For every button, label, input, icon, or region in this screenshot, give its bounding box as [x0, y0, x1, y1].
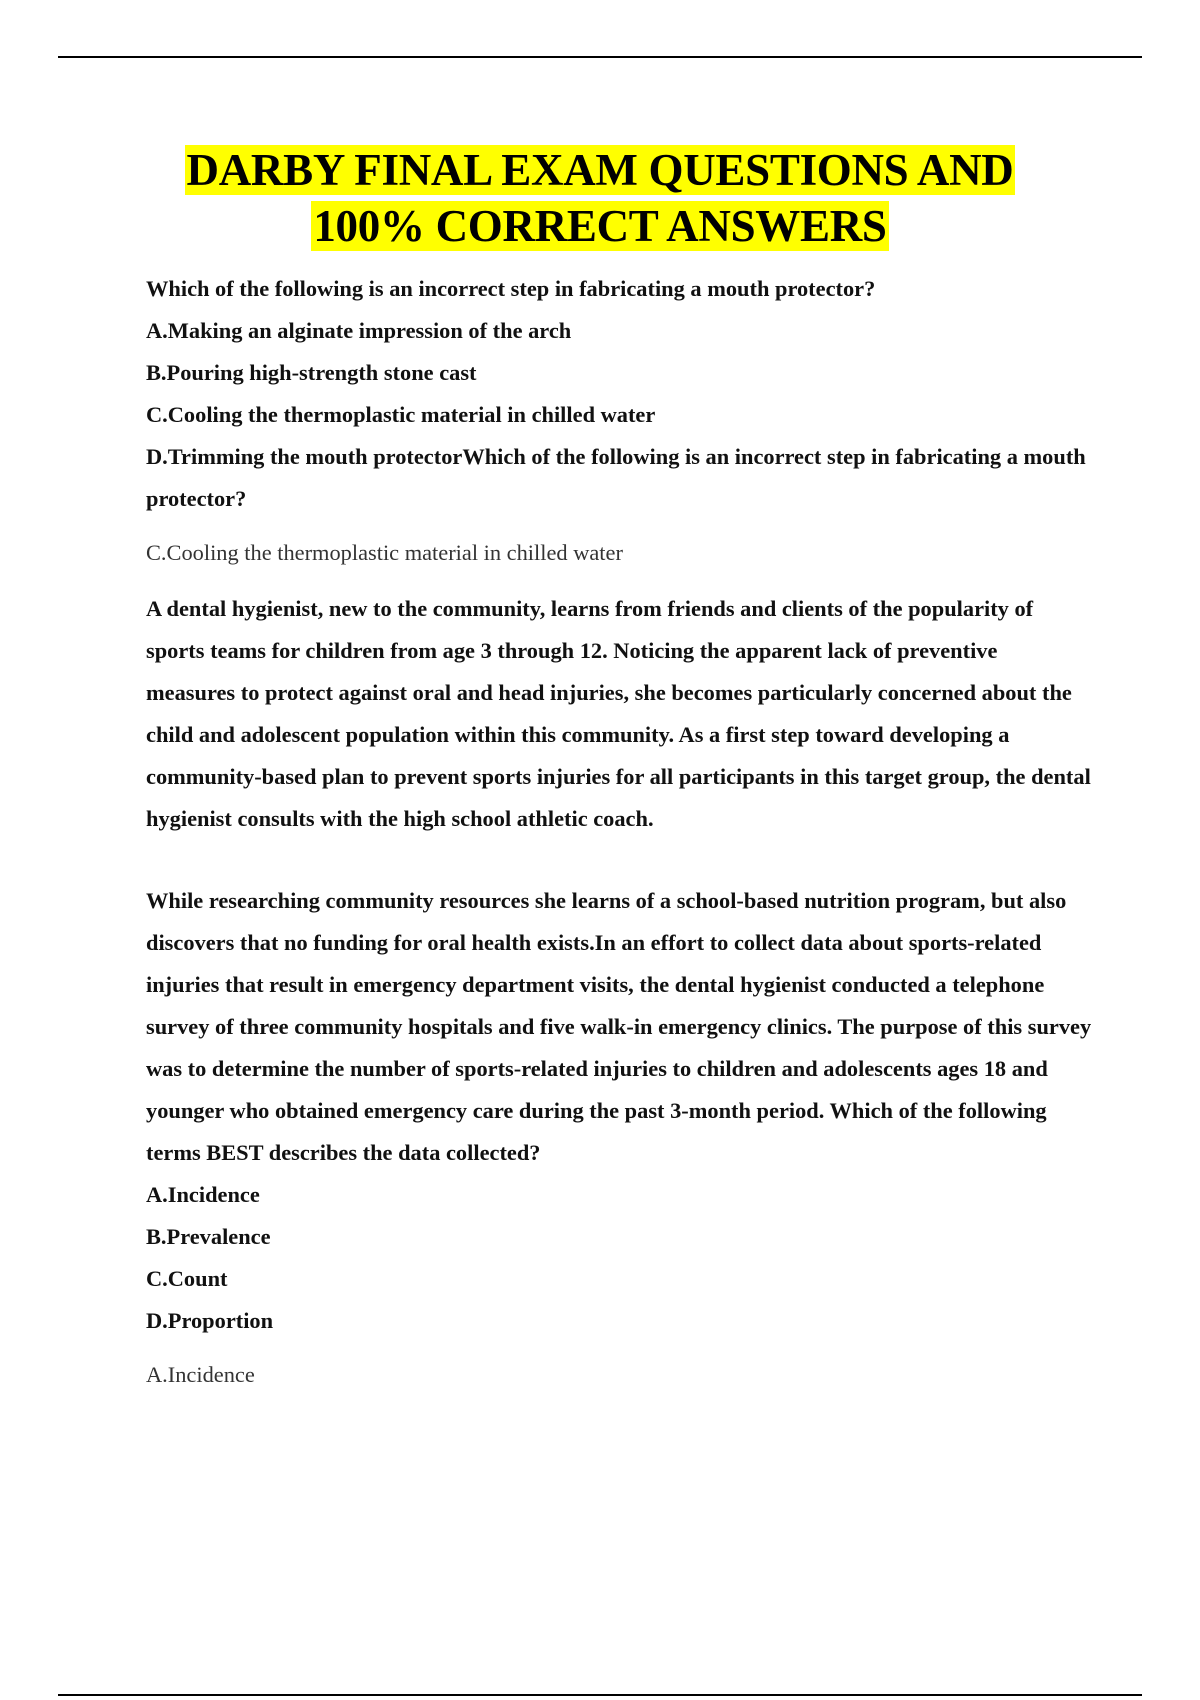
question-2-option-c: C.Count: [146, 1266, 228, 1291]
question-2-option-d: D.Proportion: [146, 1308, 274, 1333]
question-2-text: While researching community resources she learns of a school-based nutrition program, but also discovers that no funding for oral health exists.In an effort to collect data about sports-related injuries that result in emergency department visits, the dental hygienist conducted a telephone survey of three community hospitals and five walk-in emergency clinics. The purpose of this survey was to determine the number of sports-related injuries to children and adolescents ages 18 and younger who obtained emergency care during the past 3-month period. Which of the following terms BEST describes the data collected?: [146, 888, 1092, 1165]
question-2-option-a: A.Incidence: [146, 1182, 260, 1207]
document-body: [146, 268, 1092, 1396]
question-2-answer: A.Incidence: [146, 1362, 255, 1387]
question-1-option-b: B.Pouring high-strength stone cast: [146, 360, 477, 385]
question-1: [146, 268, 1092, 574]
title-line-1: DARBY FINAL EXAM QUESTIONS AND: [186, 145, 1014, 195]
question-1-text: Which of the following is an incorrect step in fabricating a mouth protector?: [146, 276, 876, 301]
question-1-option-a: A.Making an alginate impression of the arch: [146, 318, 572, 343]
question-2: [146, 588, 1092, 1396]
question-1-answer: C.Cooling the thermoplastic material in chilled water: [146, 540, 623, 565]
question-1-option-d: D.Trimming the mouth protectorWhich of the following is an incorrect step in fabricating a mouth protector?: [146, 444, 1086, 511]
question-2-option-b: B.Prevalence: [146, 1224, 271, 1249]
title-line-2: 100% CORRECT ANSWERS: [313, 201, 887, 251]
top-rule: [58, 56, 1142, 58]
bottom-rule: [58, 1694, 1142, 1696]
question-2-scenario: A dental hygienist, new to the community, learns from friends and clients of the popularity of sports teams for children from age 3 through 12. Noticing the apparent lack of preventive measures to protect against oral and head injuries, she becomes particularly concerned about the child and adolescent population within this community. As a first step toward developing a community-based plan to prevent sports injuries for all participants in this target group, the dental hygienist consults with the high school athletic coach.: [146, 596, 1091, 831]
question-1-option-c: C.Cooling the thermoplastic material in chilled water: [146, 402, 656, 427]
document-title: [0, 142, 1200, 254]
